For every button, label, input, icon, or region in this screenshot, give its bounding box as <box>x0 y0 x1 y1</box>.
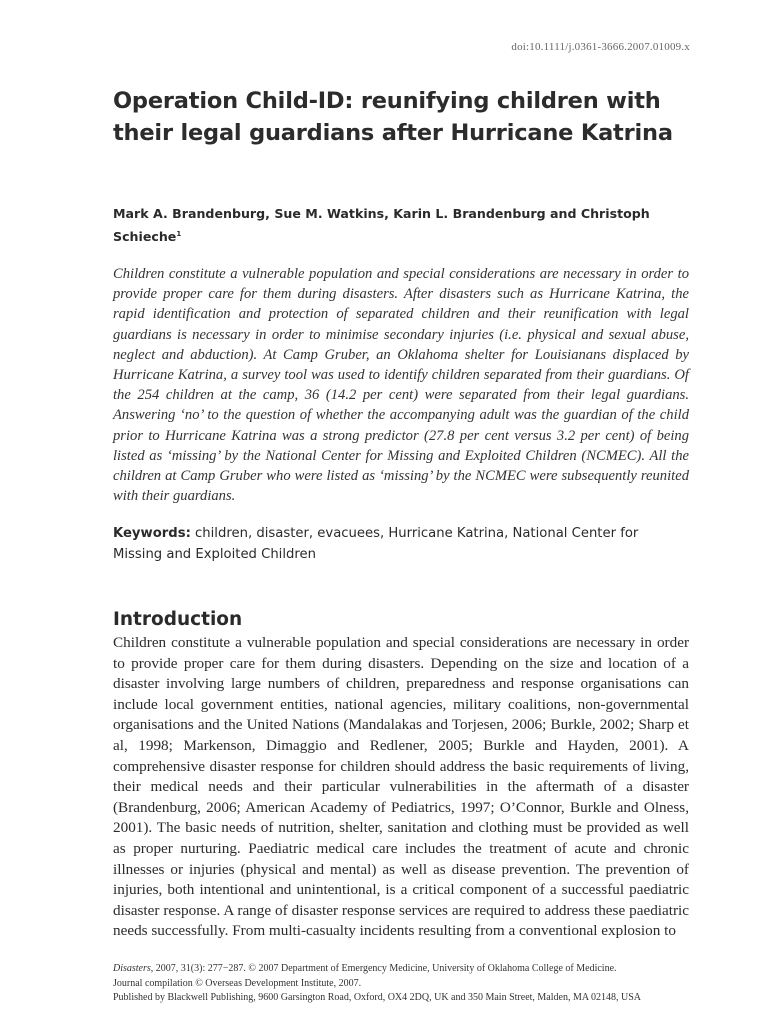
abstract: Children constitute a vulnerable population and special considerations are necessary in order to provide proper care for them during disasters. After disasters such as Hurricane Katrina, the rapid identification and protection of separated children and their reunification with legal guardians is necessary in order to minimise secondary injuries (i.e. physical and sexual abuse, neglect and abduction). At Camp Gruber, an Oklahoma shelter for Louisianans displaced by Hurricane Katrina, a survey tool was used to identify children separated from their guardians. Of the 254 children at the camp, 36 (14.2 per cent) were separated from their legal guardians. Answering ‘no’ to the question of whether the accompanying adult was the guardian of the child prior to Hurricane Katrina was a strong predictor (27.8 per cent versus 3.2 per cent) of being listed as ‘missing’ by the National Center for Missing and Exploited Children (NCMEC). All the children at Camp Gruber who were listed as ‘missing’ by the NCMEC were subsequently reunited with their guardians. <box>113 266 689 505</box>
author-footnote-mark: 1 <box>176 230 182 238</box>
doi-label: doi:10.1111/j.0361-3666.2007.01009.x <box>511 41 690 53</box>
footer-publisher: Published by Blackwell Publishing, 9600 Garsington Road, Oxford, OX4 2DQ, UK and 350 Main Street, Malden, MA 02148, USA <box>113 992 642 1003</box>
section-heading-introduction: Introduction <box>113 609 243 630</box>
keywords-label: Keywords: <box>113 526 191 541</box>
introduction-body: Children constitute a vulnerable population and special considerations are necessary in order to provide proper care for them during disasters. Depending on the size and location of a disaster involving large numbers of children, preparedness and response organisations can include local government entities, national agencies, military coalitions, non-governmental organisations and the United Nations (Mandalakas and Torjesen, 2006; Burkle, 2002; Sharp et al, 1998; Markenson, Dimaggio and Redlener, 2005; Burkle and Hayden, 2001). A comprehensive disaster response for children should address the basic requirements of living, their medical needs and their particular vulnerabilities in the aftermath of a disaster (Brandenburg, 2006; American Academy of Pediatrics, 1997; O’Connor, Burkle and Olness, 2001). The basic needs of nutrition, shelter, sanitation and clothing must be provided as well as proper nurturing. Paediatric medical care includes the treatment of acute and chronic illnesses or injuries (physical and mental) as well as disease prevention. The prevention of injuries, both intentional and unintentional, is a critical component of a successful paediatric disaster response. A range of disaster response services are required to address these paediatric needs successfully. From multi-casualty incidents resulting from a conventional explosion to <box>113 634 689 940</box>
author-names: Mark A. Brandenburg, Sue M. Watkins, Karin L. Brandenburg and Christoph Schieche <box>113 206 650 245</box>
footer-journal-name: Disasters <box>113 963 151 974</box>
footer-citation: , 2007, 31(3): 277−287. © 2007 Department of Emergency Medicine, University of Oklahoma College of Medicine. <box>150 963 617 974</box>
footer-compilation: Journal compilation © Overseas Development Institute, 2007. <box>113 977 362 989</box>
article-title: Operation Child-ID: reunifying children with their legal guardians after Hurricane Katrina <box>113 88 673 146</box>
footer-citation-line <box>113 962 693 977</box>
author-list <box>113 203 673 247</box>
keywords <box>113 523 689 565</box>
page-footer <box>113 962 693 1006</box>
keywords-text: children, disaster, evacuees, Hurricane Katrina, National Center for Missing and Exploited Children <box>113 526 639 562</box>
